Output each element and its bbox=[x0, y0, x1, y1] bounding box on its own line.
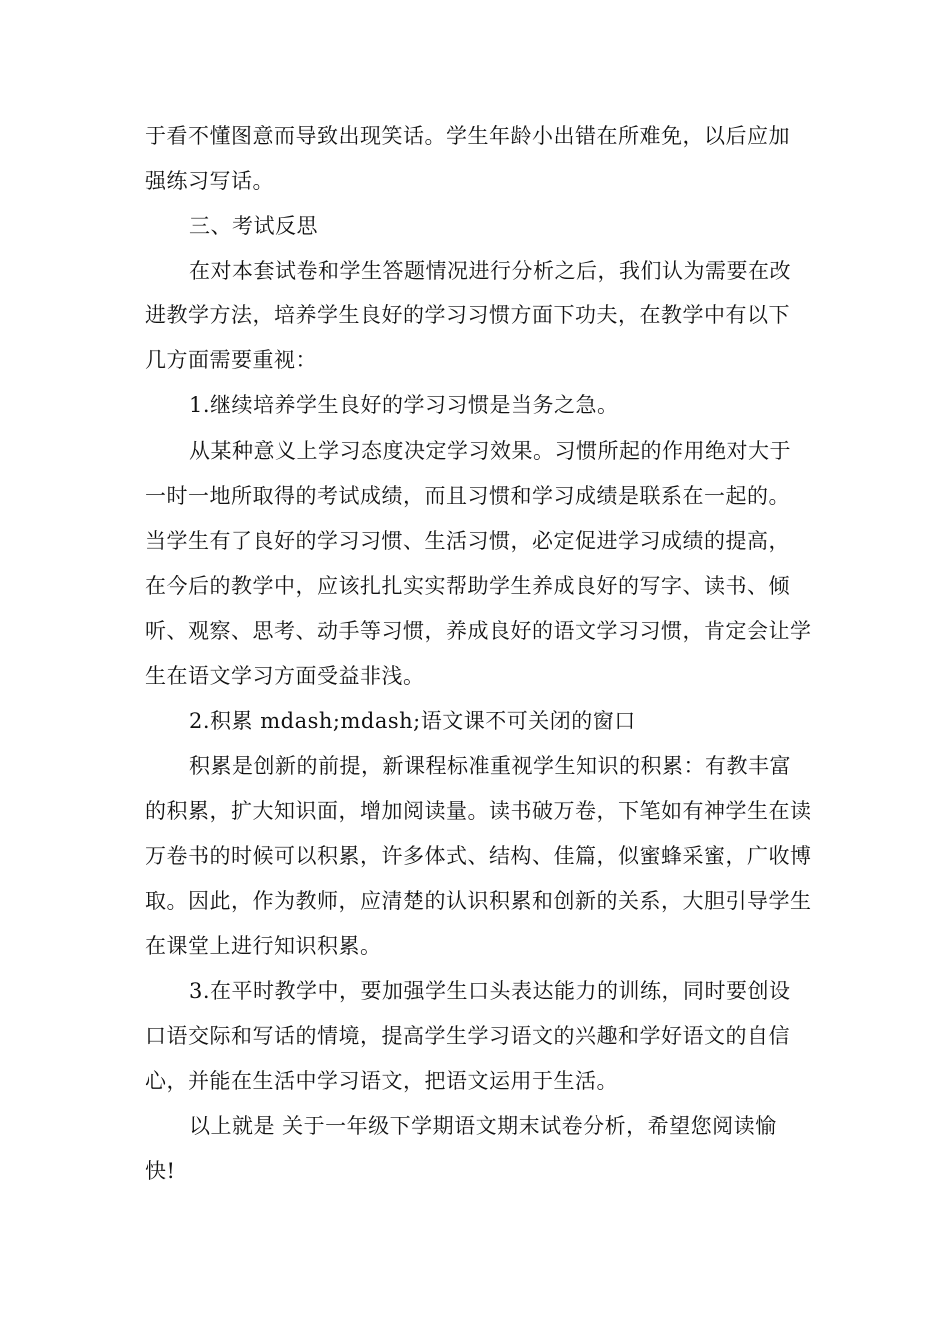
text-line: 当学生有了良好的学习习惯、生活习惯，必定促进学习成绩的提高， bbox=[145, 529, 790, 553]
list-item-heading: 2.积累 mdash;mdash;语文课不可关闭的窗口 bbox=[189, 709, 636, 733]
text-line: 于看不懂图意而导致出现笑话。学生年龄小出错在所难免，以后应加 bbox=[145, 124, 790, 148]
text-line: 万卷书的时候可以积累，许多体式、结构、佳篇，似蜜蜂采蜜，广收博 bbox=[145, 844, 812, 868]
section-heading: 三、考试反思 bbox=[189, 214, 318, 238]
text-line: 在课堂上进行知识积累。 bbox=[145, 934, 382, 958]
list-item-heading: 3.在平时教学中，要加强学生口头表达能力的训练，同时要创设 bbox=[189, 979, 791, 1003]
text-line: 积累是创新的前提，新课程标准重视学生知识的积累：有教丰富 bbox=[189, 754, 791, 778]
text-line: 取。因此，作为教师，应清楚的认识积累和创新的关系，大胆引导学生 bbox=[145, 889, 812, 913]
text-line: 生在语文学习方面受益非浅。 bbox=[145, 664, 425, 688]
text-line: 强练习写话。 bbox=[145, 169, 274, 193]
text-line: 几方面需要重视： bbox=[145, 348, 317, 372]
text-line: 从某种意义上学习态度决定学习效果。习惯所起的作用绝对大于 bbox=[189, 439, 791, 463]
text-line: 听、观察、思考、动手等习惯，养成良好的语文学习习惯，肯定会让学 bbox=[145, 619, 812, 643]
text-line: 进教学方法，培养学生良好的学习习惯方面下功夫，在教学中有以下 bbox=[145, 303, 790, 327]
text-line: 心，并能在生活中学习语文，把语文运用于生活。 bbox=[145, 1069, 618, 1093]
text-line: 在今后的教学中，应该扎扎实实帮助学生养成良好的写字、读书、倾 bbox=[145, 574, 790, 598]
text-line: 的积累，扩大知识面，增加阅读量。读书破万卷，下笔如有神学生在读 bbox=[145, 799, 812, 823]
text-line: 一时一地所取得的考试成绩，而且习惯和学习成绩是联系在一起的。 bbox=[145, 484, 790, 508]
list-item-heading: 1.继续培养学生良好的学习习惯是当务之急。 bbox=[189, 393, 619, 417]
text-line: 口语交际和写话的情境，提高学生学习语文的兴趣和学好语文的自信 bbox=[145, 1024, 790, 1048]
text-line: 快! bbox=[145, 1159, 176, 1183]
text-line: 在对本套试卷和学生答题情况进行分析之后，我们认为需要在改 bbox=[189, 259, 791, 283]
text-line: 以上就是 关于一年级下学期语文期末试卷分析，希望您阅读愉 bbox=[189, 1114, 777, 1138]
